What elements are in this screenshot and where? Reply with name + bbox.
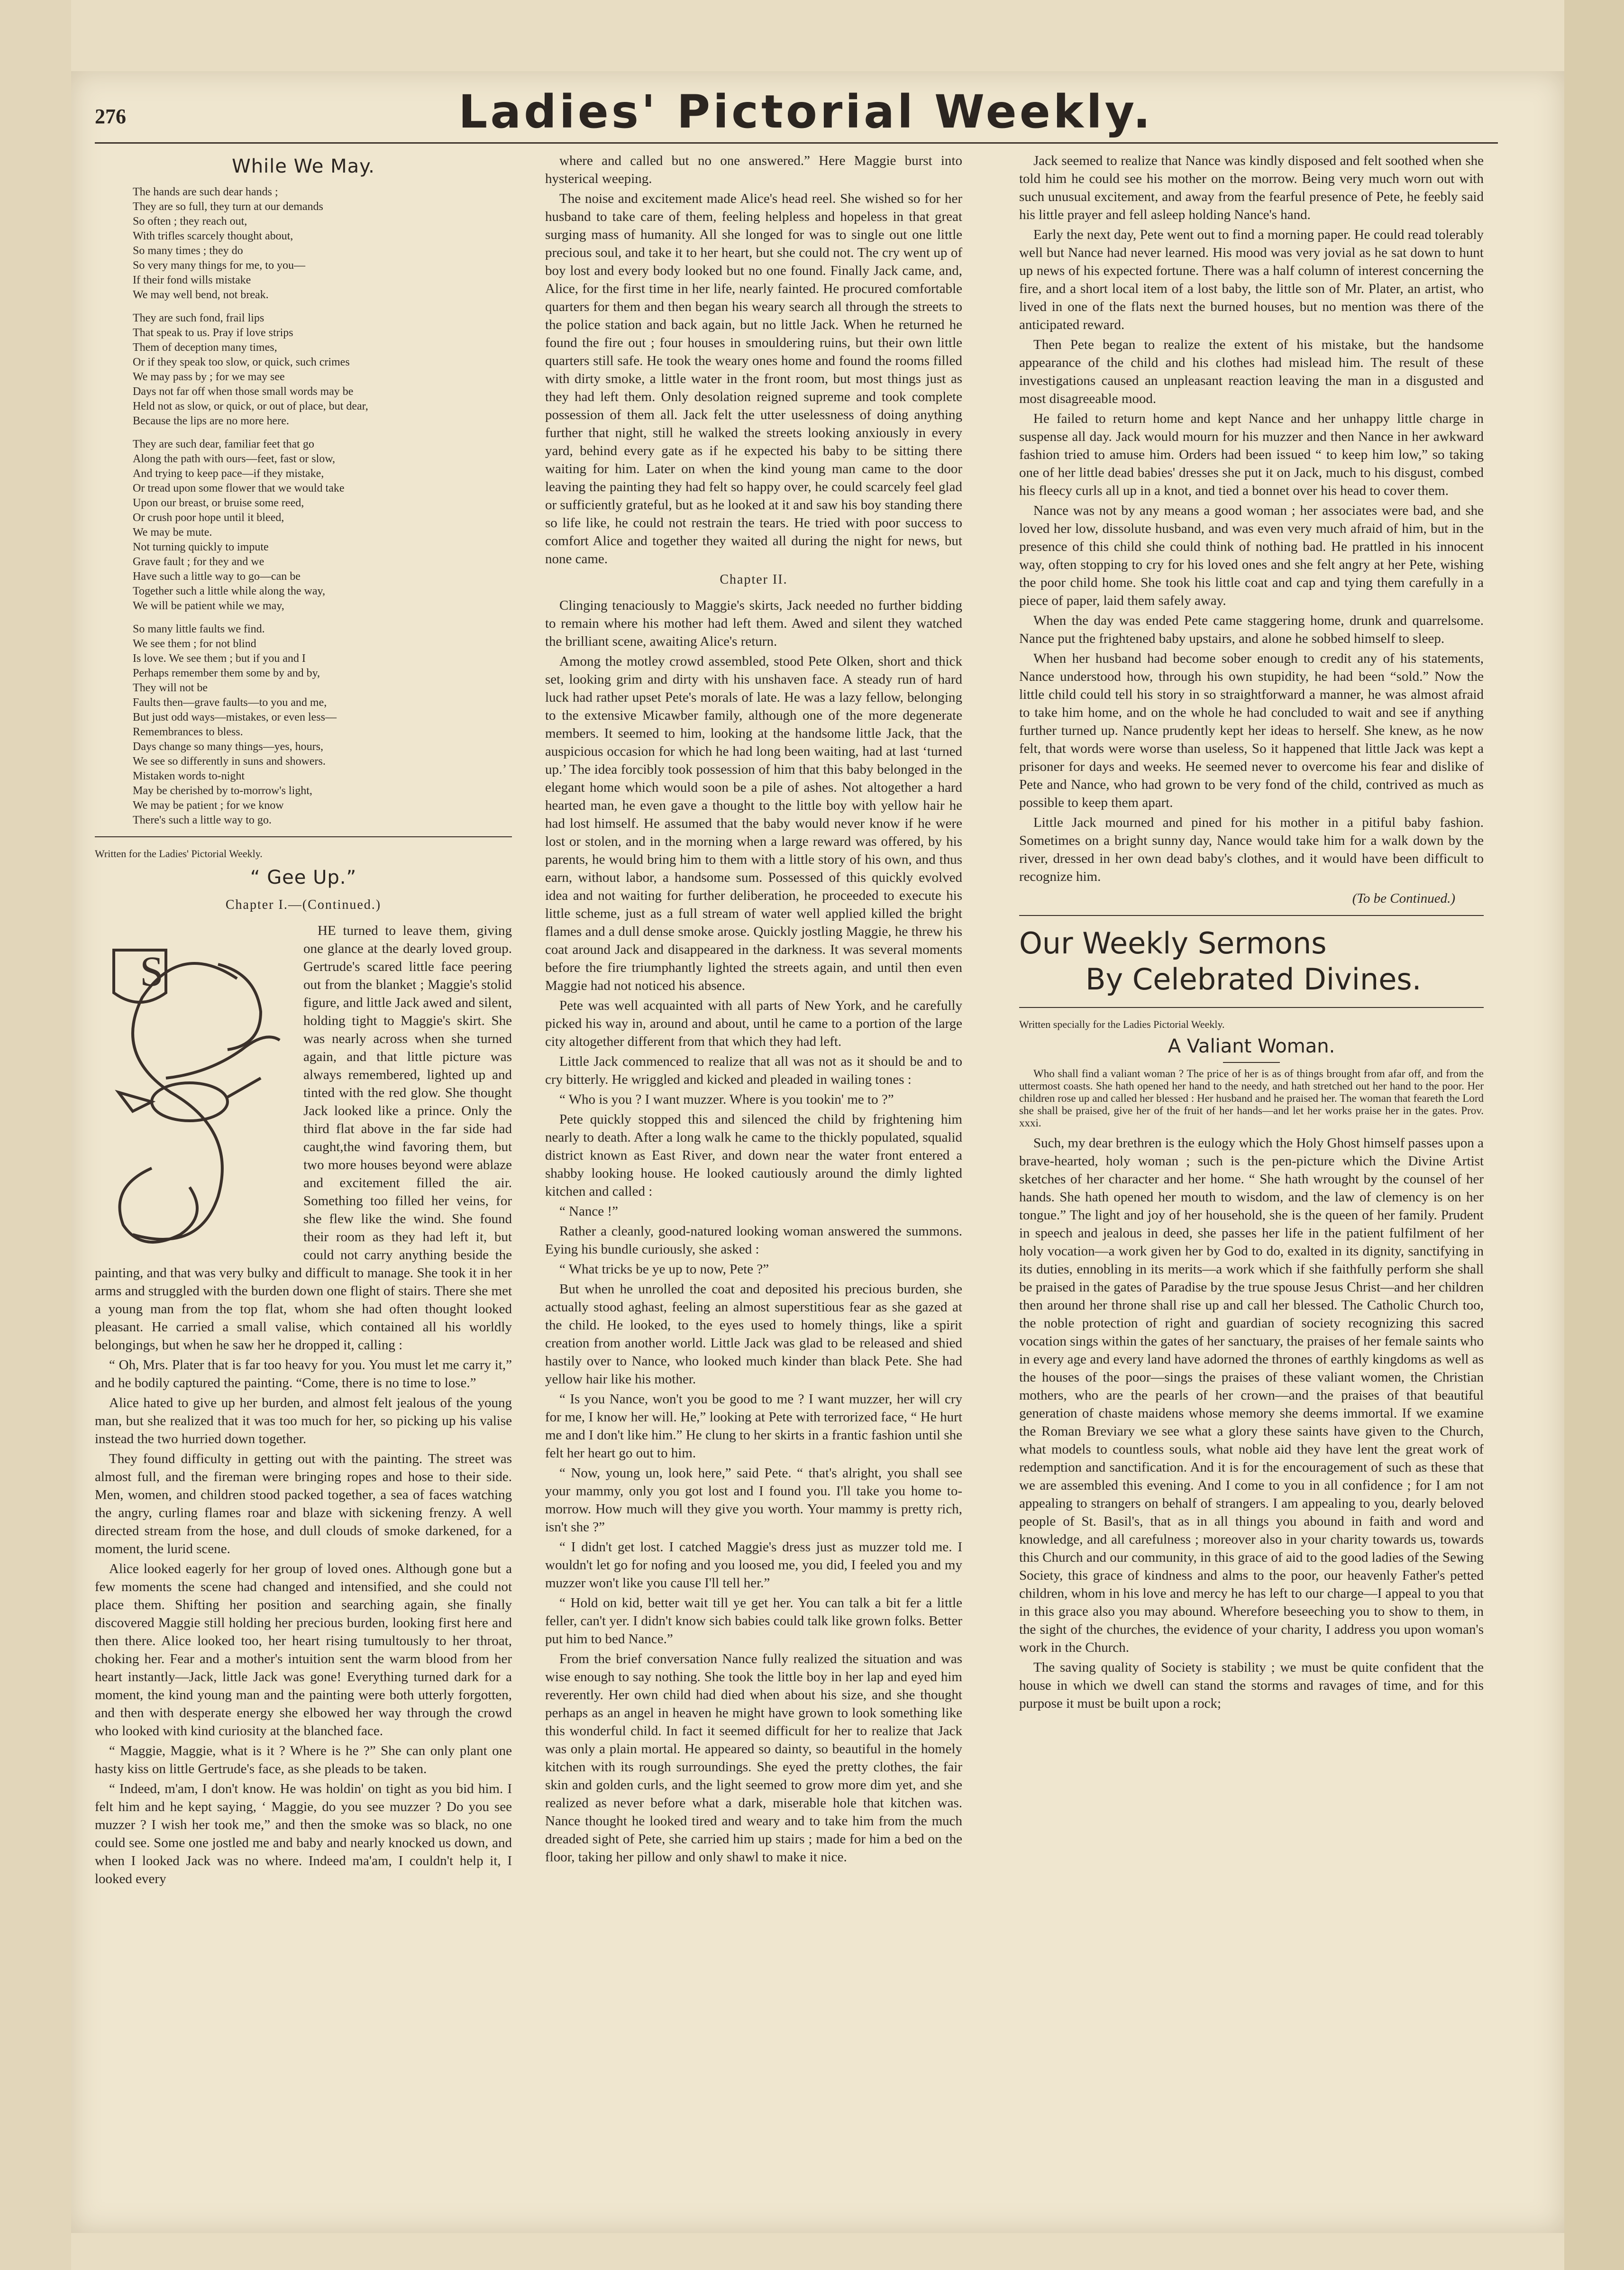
- paragraph: “ What tricks be ye up to now, Pete ?”: [559, 1262, 769, 1277]
- paragraph: “ Who is you ? I want muzzer. Where is you tookin' me to ?”: [559, 1092, 894, 1107]
- paragraph: The saving quality of Society is stability ; we must be quite confident that the house in which we dwell can stand the storms and ravages of time, and for this purpose it must be built upon a rock;: [1019, 1660, 1484, 1711]
- paragraph: “ Maggie, Maggie, what is it ? Where is he ?” She can only plant one hasty kiss on little Gertrude's face, as she pleads to be taken.: [95, 1743, 512, 1776]
- poem-line: Faults then—grave faults—to you and me,: [133, 696, 327, 709]
- masthead-title: Ladies' Pictorial Weekly.: [458, 85, 1153, 138]
- column-2: [545, 152, 962, 1868]
- poem-line: Is love. We see them ; but if you and I: [133, 652, 306, 665]
- paragraph: Rather a cleanly, good-natured looking woman answered the summons. Eying his bundle curiously, she asked :: [545, 1224, 962, 1257]
- ornamental-initial-s: [95, 922, 294, 1254]
- section-rule-2: [1019, 915, 1484, 916]
- paragraph: “ Now, young un, look here,” said Pete. “ that's alright, you shall see your mammy, only you got lost and I found you. I'll take you home to-morrow. How much will they give you worth. Your mammy is pretty rich, isn't she ?”: [545, 1465, 962, 1535]
- poem-line: Along the path with ours—feet, fast or slow,: [133, 453, 336, 465]
- poem-line: So very many things for me, to you—: [133, 259, 305, 272]
- sermon-credit: Written specially for the Ladies Pictorial Weekly.: [1019, 1018, 1225, 1030]
- poem-line: Grave fault ; for they and we: [133, 556, 265, 568]
- story-credit: Written for the Ladies' Pictorial Weekly.: [95, 848, 263, 860]
- poem-line: Or crush poor hope until it bleed,: [133, 512, 284, 524]
- sermon-rule: [1019, 1007, 1484, 1008]
- poem-stanza: [133, 185, 512, 302]
- poem-line: And trying to keep pace—if they mistake,: [133, 467, 324, 480]
- paragraph: When her husband had become sober enough to credit any of his statements, Nance understood how, through his own stupidity, he had been “sold.” Now the little child could tell his story in so straightforward a manner, he was almost afraid to take him home, and on the whole he had concluded to wait and see if anything further turned up. Nance prudently kept her ideas to herself. She knew, as he now felt, that words were worse than useless, So it happened that little Jack was kept a prisoner for days and weeks. He seemed never to overcome his fear and dislike of Pete and Nance, who had grown to be very fond of the child, contrived as much as possible to keep them apart.: [1019, 651, 1484, 810]
- poem-line: So many times ; they do: [133, 245, 243, 257]
- paragraph: where and called but no one answered.” Here Maggie burst into hysterical weeping.: [545, 153, 962, 186]
- poem-line: We will be patient while we may,: [133, 600, 284, 612]
- paragraph: “ Nance !”: [559, 1204, 618, 1219]
- paragraph: But when he unrolled the coat and deposited his precious burden, she actually stood aghast, feeling an almost superstitious fear as she gazed at the child. He looked, to the eyes used to homely things, like a spirit creation from another world. Little Jack was glad to be released and shied hastily over to Nance, who looked much kinder than black Pete. She had yellow hair like his mother.: [545, 1281, 962, 1387]
- paragraph: “ Indeed, m'am, I don't know. He was holdin' on tight as you bid him. I felt him and he kept saying, ‘ Maggie, do you see muzzer ? Do you see muzzer ? I wish her took me,” and then the smoke was so black, no one could see. Some one jostled me and baby and nearly knocked us down, and when I looked Jack was no where. Indeed ma'am, I couldn't help it, I looked every: [95, 1781, 512, 1886]
- sermon-heading-line-1: Our Weekly Sermons: [1019, 926, 1327, 961]
- section-rule: [95, 836, 512, 837]
- sermon-title-rule: [1223, 1062, 1280, 1063]
- poem-line: We may be mute.: [133, 526, 212, 539]
- poem-line: That speak to us. Pray if love strips: [133, 327, 293, 339]
- paragraph: “ Is you Nance, won't you be good to me ? I want muzzer, her will cry for me, I know her will. He,” looking at Pete with terrorized face, “ He hurt me and I don't like him.” He clung to her skirts in a frantic fashion until she felt her heart go out to him.: [545, 1391, 962, 1461]
- poem-line: Mistaken words to-night: [133, 770, 245, 782]
- sermon-epigraph: Who shall find a valiant woman ? The price of her is as of things brought from afar off, and from the uttermost coasts. She hath opened her hand to the needy, and hath stretched out her hand to the poor. Her children rose up and called her blessed : Her husband and he praised her. The woman that feareth the Lord she shall be praised, give her of the fruit of her hands—and let her works praise her in the gates. Prov. xxxi.: [1019, 1068, 1484, 1129]
- page-number: 276: [95, 105, 126, 128]
- paragraph: Then Pete began to realize the extent of his mistake, but the handsome appearance of the child and his clothes had mislead him. The result of these investigations caused an unpleasant reaction leaving the man in a disgusted and most disagreeable mood.: [1019, 337, 1484, 406]
- poem-line: Or if they speak too slow, or quick, such crimes: [133, 356, 350, 368]
- poem-line: So often ; they reach out,: [133, 215, 247, 228]
- paragraph: Nance was not by any means a good woman ; her associates were bad, and she loved her low, dissolute husband, and was even very much afraid of him, but in the presence of this child she could think of nothing bad. He prattled in his innocent way, often stopping to cry for his loved ones and she felt angry at her Pete, wishing the poor child home. She took his little coat and cap and tying them carefully in a piece of paper, laid them safely away.: [1019, 503, 1484, 608]
- poem-stanza: [133, 437, 512, 613]
- poem-line: Days not far off when those small words may be: [133, 385, 354, 398]
- paragraph: Jack seemed to realize that Nance was kindly disposed and felt soothed when she told him he could see his mother on the morrow. Being very much worn out with such unusual excitement, and away from the fearful presence of Pete, he feebly said his little prayer and fell asleep holding Nance's hand.: [1019, 153, 1484, 222]
- page-header: [95, 85, 1517, 142]
- poem-stanza: [133, 622, 512, 828]
- poem-line: They are so full, they turn at our demands: [133, 201, 323, 213]
- sermon-title: A Valiant Woman.: [1168, 1035, 1335, 1057]
- paragraph: “ I didn't get lost. I catched Maggie's dress just as muzzer told me. I wouldn't let go for nofing and you loosed me, you did, I feeled you and my muzzer won't like you cause I'll tell her.”: [545, 1539, 962, 1591]
- paragraph: He failed to return home and kept Nance and her unhappy little charge in suspense all day. Jack would mourn for his muzzer and then Nance in her awkward fashion tried to amuse him. Orders had been issued “ to keep him low,” so taking one of her little dead babies' dresses she put it on Jack, much to his disgust, combed his fleecy curls all up in a knot, and tied a bonnet over his head to cover them.: [1019, 411, 1484, 498]
- paragraph: When the day was ended Pete came staggering home, drunk and quarrelsome. Nance put the frightened baby upstairs, and alone he sobbed himself to sleep.: [1019, 613, 1484, 646]
- poem-line: Or tread upon some flower that we would take: [133, 482, 345, 494]
- paragraph: Pete quickly stopped this and silenced the child by frightening him nearly to death. After a long walk he came to the thickly populated, squalid district known as East River, and down near the water front entered a shabby looking house. He looked cautiously around the dimly lighted kitchen and called :: [545, 1112, 962, 1199]
- poem-line: Days change so many things—yes, hours,: [133, 741, 323, 753]
- poem-line: Perhaps remember them some by and by,: [133, 667, 320, 679]
- paragraph: Early the next day, Pete went out to find a morning paper. He could read tolerably well but Nance had never learned. His mood was very jovial as he sat down to hunt up news of his expected fortune. There was a half column of interest concerning the fire, and a short local item of a lost baby, the little son of Mr. Plater, an artist, who lived in one of the flats next the burned houses, but no mention was there of the anticipated reward.: [1019, 227, 1484, 332]
- poem-line: We see so differently in suns and showers.: [133, 755, 326, 768]
- paragraph: “ Oh, Mrs. Plater that is far too heavy for you. You must let me carry it,” and he bodily captured the painting. “Come, there is no time to lose.”: [95, 1357, 512, 1391]
- column-3: [1019, 152, 1484, 1714]
- sermon-heading: [1019, 925, 1484, 998]
- sermon-body: [1019, 1134, 1484, 1712]
- poem-line: They are such fond, frail lips: [133, 312, 265, 324]
- paragraph: The noise and excitement made Alice's head reel. She wished so for her husband to take care of them, feeling helpless and hopeless in that great surging mass of humanity. All she longed for was to single out one little precious soul, and take it to her heart, but she could not. The cry went up of boy lost and every body looked but no one found. Finally Jack came, and, Alice, for the first time in her life, nearly fainted. He procured comfortable quarters for them and then began his weary search all through the streets to the police station and back again, but no little Jack. When he returned he found the fire out ; four houses in smouldering ruins, but their own little quarters still safe. He took the weary ones home and found the rooms filled with dirty smoke, a little water in the front room, but most things just as they had left them. Only desolation reigned supreme and took complete possession of them all. Jack felt the utter uselessness of doing anything further that night, still he walked the streets looking anxiously in every yard, behind every gate as if he expected his baby to be sitting there waiting for him. Later on when the kind young man came to the door leaving the painting they had felt so happy over, he could scarcely feel glad or sufficiently grateful, but as he looked at it and saw his boy standing there so life like, he could not restrain the tears. He tried with poor success to comfort Alice and together they waited all during the night for news, but none came.: [545, 191, 962, 567]
- paragraph: Such, my dear brethren is the eulogy which the Holy Ghost himself passes upon a brave-hearted, holy woman ; such is the pen-picture which the Divine Artist sketches of her character and her home. “ She hath wrought by the counsel of her hands. She hath opened her mouth to wisdom, and the law of clemency is on her tongue.” The light and joy of her household, she is the queen of her family. Prudent in speech and jealous in deed, she passes her life in the patient fulfilment of her holy vocation—a work given her by God to do, exalted in its dignity, sanctifying in its duties, ennobling in its merits—a work which if she faithfully perform she shall be praised in the gates of Paradise by the true spouse Jesus Christ—and her children then around her throne shall rise up and call her blessed. The Catholic Church too, the noble protection of right and guardian of society recognizing this sacred vocation sings within the gates of her sanctuary, the praises of her female saints who in every age and every land have adorned the thrones of earthly kingdoms as well as the houses of the poor—sings the praises of these valiant women, the Christian mothers, who are the pearls of her crown—and the praises of that beautiful generation of chaste maidens whose memory she deems immortal. If we examine the Roman Breviary we see what a glory these saints have given to the Church, what models to countless souls, what noble aid they have lent the great work of redemption and sanctification. And it is for the encouragement of such as these that we are assembled this evening. And I come to you in all confidence ; for I am not appealing to strangers on behalf of strangers. I am appealing to you, dearly beloved people of St. Basil's, that as in all things you abound in faith and word and knowledge, and all carefulness ; moreover also in your charity towards us, towards this Church and our community, in this grace of aid to the good ladies of the Sewing Society, this grace of kindness and alms to the poor, our heavenly Father's petted children, whom in his love and mercy he has left to our charge—I appeal to you that in this grace also you may abound. Wherefore beseeching you to show to them, in the sight of the churches, the evidence of your charity, I address you upon woman's work in the Church.: [1019, 1135, 1484, 1655]
- paragraph: Among the motley crowd assembled, stood Pete Olken, short and thick set, looking grim and dirty with his unshaven face. A steady run of hard luck had rather upset Pete's morals of late. He was a lazy fellow, belonging to the extensive Micawber family, although one of the more degenerate members. It seemed to him, looking at the handsome little Jack, that the auspicious occasion for which he had long been waiting, had at last ‘turned up.’ The idea forcibly took possession of him that this baby belonged in the elegant home which would soon be a pile of ashes. Not altogether a hard hearted man, he even gave a thought to the little boy with yellow hair he had lost himself. He assumed that the baby would never know if he were lost or stolen, and in the morning when a large reward was offered, by his parents, he would bring him to them with a little story of his own, and thus earn, without labor, a handsome sum. Possessed of this quickly evolved idea and not waiting for further deliberation, he proceeded to execute his little scheme, just as a full stream of water well applied killed the bright flames and a dull dense smoke arose. Quickly jostling Maggie, he threw his coat around Jack and disappeared in the darkness. It was several moments before the fire triumphantly lighted the streets again, and until then even Maggie had not noticed his absence.: [545, 654, 962, 993]
- poem-line: Have such a little way to go—can be: [133, 570, 301, 583]
- poem-line: Because the lips are no more here.: [133, 415, 289, 427]
- column-1: [95, 152, 512, 1890]
- paragraph: Little Jack mourned and pined for his mother in a pitiful baby fashion. Sometimes on a bright sunny day, Nance would take him for a walk down by the river, dressed in her own dead baby's clothes, and it would have been difficult to recognize him.: [1019, 815, 1484, 884]
- story-column-2-text-a: [545, 152, 962, 568]
- poem-line: There's such a little way to go.: [133, 814, 272, 826]
- chapter-2-heading: Chapter II.: [720, 572, 788, 587]
- poem-line: But just odd ways—mistakes, or even less—: [133, 711, 337, 723]
- poem-line: Together such a little while along the way,: [133, 585, 325, 597]
- story-column-3-text: [1019, 152, 1484, 886]
- story-column-2-text-b: [545, 596, 962, 1866]
- sermon-heading-line-2: By Celebrated Divines.: [1086, 962, 1422, 997]
- poem-body: [95, 185, 512, 828]
- paragraph: Little Jack commenced to realize that all was not as it should be and to cry bitterly. He wriggled and kicked and pleaded in wailing tones :: [545, 1054, 962, 1087]
- paragraph: Alice hated to give up her burden, and almost felt jealous of the young man, but she realized that it was too much for her, so picking up his valise instead the two hurried down together.: [95, 1395, 512, 1446]
- paragraph: HE turned to leave them, giving one glance at the dearly loved group. Gertrude's scared little face peering out from the blanket ; Maggie's stolid figure, and little Jack awed and silent, holding tight to Maggie's skirt. She was nearly across when she turned again, and that little picture was always remembered, lighted up and tinted with the red glow. She thought Jack looked like a prince. Only the third flat above in the far side had caught,the wind favoring them, but two more houses beyond were ablaze and excitement filled the air. Something too filled her veins, for she flew like the wind. She found their room as they had left it, but could not carry anything beside the painting, and that was very bulky and difficult to manage. She took it in her arms and struggled with the burden down one flight of stairs. There she met a young man from the top flat, whom she had often thought looked pleasant. He carried a small valise, which contained all his worldly belongings, but when he saw her he dropped it, calling :: [95, 923, 512, 1353]
- poem-line: Remembrances to bless.: [133, 726, 243, 738]
- poem-line: We may be patient ; for we know: [133, 799, 284, 812]
- poem-line: The hands are such dear hands ;: [133, 186, 278, 198]
- poem-line: They will not be: [133, 682, 208, 694]
- poem-line: They are such dear, familiar feet that go: [133, 438, 314, 450]
- poem-line: We may well bend, not break.: [133, 289, 269, 301]
- story-title: “ Gee Up.”: [250, 867, 357, 888]
- poem-line: We may pass by ; for we may see: [133, 371, 285, 383]
- header-rule: [95, 142, 1498, 144]
- chapter-1-heading: Chapter I.—(Continued.): [225, 897, 382, 912]
- paragraph: They found difficulty in getting out with the painting. The street was almost full, and the fireman were bringing ropes and hose to their side. Men, women, and children stood packed together, a sea of faces watching the angry, curling flames roar and blaze with sickening frenzy. A well directed stream from the hose, and dull clouds of smoke darkened, for a moment, the lurid scene.: [95, 1451, 512, 1556]
- poem-line: So many little faults we find.: [133, 623, 265, 635]
- poem-line: With trifles scarcely thought about,: [133, 230, 293, 242]
- to-be-continued: (To be Continued.): [1352, 891, 1455, 906]
- poem-line: Them of deception many times,: [133, 341, 277, 354]
- poem-line: Upon our breast, or bruise some reed,: [133, 497, 304, 509]
- paragraph: From the brief conversation Nance fully realized the situation and was wise enough to say nothing. She took the little boy in her lap and eyed him reverently. Her own child had died when about his size, and she thought perhaps as an angel in heaven he might have grown to look something like this wonderful child. In fact it seemed difficult for her to realize that Jack was only a plain mortal. He appeared so dainty, so beautiful in the homely kitchen with its rough surroundings. She eyed the pretty clothes, the fair skin and golden curls, and the light seemed to grow more dim yet, and she realized as never before what a dark, miserable hole that kitchen was. Nance thought he looked tired and weary and to take him from the much dreaded sight of Pete, she carried him up stairs ; made for him a bed on the floor, taking her pillow and only shawl to make it nice.: [545, 1651, 962, 1865]
- poem-line: Not turning quickly to impute: [133, 541, 269, 553]
- poem-line: May be cherished by to-morrow's light,: [133, 785, 312, 797]
- poem-line: Held not as slow, or quick, or out of place, but dear,: [133, 400, 368, 412]
- paragraph: Alice looked eagerly for her group of loved ones. Although gone but a few moments the scene had changed and intensified, and she could not place them. Shifting her position and searching again, she finally discovered Maggie still holding her precious burden, looking first here and then there. Alice looked too, her heart rising tumultously to her throat, choking her. Fear and a mother's intuition sent the warm blood from her heart instantly—Jack, little Jack was gone! Everything turned dark for a moment, the kind young man and the painting were both utterly forgotten, and then with desperate energy she elbowed her way through the crowd who looked with kind curiosity at the blanched face.: [95, 1561, 512, 1739]
- poem-stanza: [133, 311, 512, 429]
- poem-title: While We May.: [232, 156, 375, 177]
- poem-line: If their fond wills mistake: [133, 274, 251, 286]
- paragraph: “ Hold on kid, better wait till ye get her. You can talk a bit fer a little feller, can't yer. I didn't know sich babies could talk like grown folks. Better put him to bed Nance.”: [545, 1595, 962, 1647]
- paragraph: Pete was well acquainted with all parts of New York, and he carefully picked his way in, around and about, until he came to a portion of the large city altogether different from that which they had left.: [545, 998, 962, 1049]
- poem-line: We see them ; for not blind: [133, 638, 256, 650]
- svg-text:S: S: [140, 948, 164, 995]
- paragraph: Clinging tenaciously to Maggie's skirts, Jack needed no further bidding to remain where his mother had left them. Awed and silent they watched the brilliant scene, awaiting Alice's return.: [545, 598, 962, 649]
